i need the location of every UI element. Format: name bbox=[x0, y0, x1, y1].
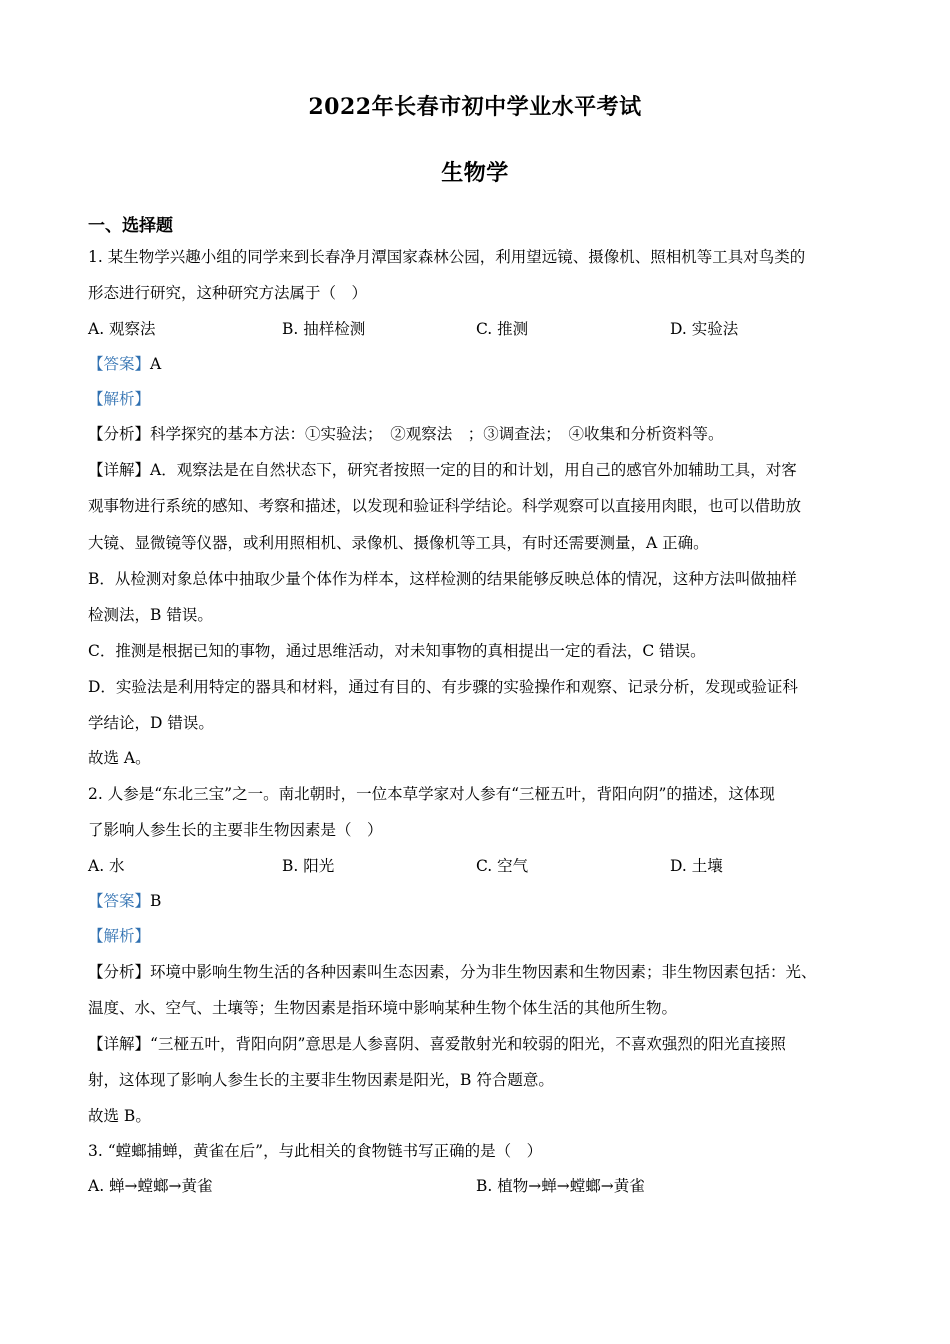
fenxi-label: 【分析】 bbox=[88, 963, 151, 981]
exam-title: 2022年长春市初中学业水平考试 bbox=[308, 94, 642, 120]
subject-title: 生物学 bbox=[441, 160, 509, 186]
q3-option-a: A. 蝉→螳螂→黄雀 bbox=[88, 1177, 213, 1195]
q2-option-a: A. 水 bbox=[88, 857, 125, 875]
q1-detail-line7: D．实验法是利用特定的器具和材料，通过有目的、有步骤的实验操作和观察、记录分析，发现或验证科 bbox=[88, 678, 798, 696]
q1-option-b: B. 抽样检测 bbox=[282, 320, 366, 338]
xiangjie-label: 【详解】 bbox=[88, 461, 151, 479]
detail-text: A．观察法是在自然状态下，研究者按照一定的目的和计划，用自己的感官外加辅助工具，对客 bbox=[150, 461, 797, 479]
q2-detail-line2: 射，这体现了影响人参生长的主要非生物因素是阳光，B 符合题意。 bbox=[88, 1071, 554, 1089]
q2-detail-line1 bbox=[88, 1034, 878, 1054]
q2-analysis-tag bbox=[88, 926, 878, 946]
fenxi-text: 环境中影响生物生活的各种因素叫生态因素，分为非生物因素和生物因素；非生物因素包括：光、 bbox=[150, 963, 817, 981]
q3-option-b: B. 植物→蝉→螳螂→黄雀 bbox=[476, 1177, 645, 1195]
q1-stem-line2: 形态进行研究，这种研究方法属于（ ） bbox=[88, 284, 368, 302]
answer-value: B bbox=[150, 892, 162, 910]
q2-option-b: B. 阳光 bbox=[282, 857, 335, 875]
q1-detail-line6: C．推测是根据已知的事物，通过思维活动，对未知事物的真相提出一定的看法，C 错误。 bbox=[88, 642, 706, 660]
q1-detail-line8: 学结论，D 错误。 bbox=[88, 714, 214, 732]
q1-fenxi bbox=[88, 424, 878, 444]
q2-conclusion: 故选 B。 bbox=[88, 1107, 151, 1125]
q1-option-a: A. 观察法 bbox=[88, 320, 156, 338]
q2-stem-line1: 2. 人参是“东北三宝”之一。南北朝时，一位本草学家对人参有“三桠五叶，背阳向阴”的描述，这体现 bbox=[88, 785, 775, 803]
analysis-tag: 【解析】 bbox=[88, 927, 151, 945]
q1-stem-line1: 1. 某生物学兴趣小组的同学来到长春净月潭国家森林公园，利用望远镜、摄像机、照相机等工具对鸟类的 bbox=[88, 248, 806, 266]
q2-answer bbox=[88, 891, 878, 911]
analysis-tag: 【解析】 bbox=[88, 390, 151, 408]
q1-detail-line5: 检测法，B 错误。 bbox=[88, 606, 213, 624]
fenxi-text: 科学探究的基本方法：①实验法； ②观察法 ；③调查法； ④收集和分析资料等。 bbox=[150, 425, 724, 443]
q1-answer bbox=[88, 354, 878, 374]
q2-option-d: D. 土壤 bbox=[670, 857, 723, 875]
q1-detail-line3: 大镜、显微镜等仪器，或利用照相机、录像机、摄像机等工具，有时还需要测量，A 正确。 bbox=[88, 534, 709, 552]
q1-option-c: C. 推测 bbox=[476, 320, 529, 338]
q2-option-c: C. 空气 bbox=[476, 857, 529, 875]
q1-detail-line4: B．从检测对象总体中抽取少量个体作为样本，这样检测的结果能够反映总体的情况，这种方法叫做抽样 bbox=[88, 570, 797, 588]
answer-tag: 【答案】 bbox=[88, 355, 151, 373]
q3-stem: 3. “螳螂捕蝉，黄雀在后”，与此相关的食物链书写正确的是（ ） bbox=[88, 1142, 543, 1160]
section-heading: 一、选择题 bbox=[88, 216, 173, 236]
q2-stem-line2: 了影响人参生长的主要非生物因素是（ ） bbox=[88, 821, 383, 839]
xiangjie-label: 【详解】 bbox=[88, 1035, 151, 1053]
q2-fenxi-line2: 温度、水、空气、土壤等；生物因素是指环境中影响某种生物个体生活的其他所生物。 bbox=[88, 999, 678, 1017]
answer-value: A bbox=[150, 355, 162, 373]
answer-tag: 【答案】 bbox=[88, 892, 151, 910]
fenxi-label: 【分析】 bbox=[88, 425, 151, 443]
q1-conclusion: 故选 A。 bbox=[88, 749, 151, 767]
q1-detail-line2: 观事物进行系统的感知、考察和描述，以发现和验证科学结论。科学观察可以直接用肉眼，也可以借助放 bbox=[88, 497, 802, 515]
q2-fenxi-line1 bbox=[88, 962, 878, 982]
q1-detail-line1 bbox=[88, 460, 878, 480]
q1-option-d: D. 实验法 bbox=[670, 320, 739, 338]
detail-text: “三桠五叶，背阳向阴”意思是人参喜阴、喜爱散射光和较弱的阳光，不喜欢强烈的阳光直接照 bbox=[150, 1035, 786, 1053]
q1-analysis-tag bbox=[88, 389, 878, 409]
